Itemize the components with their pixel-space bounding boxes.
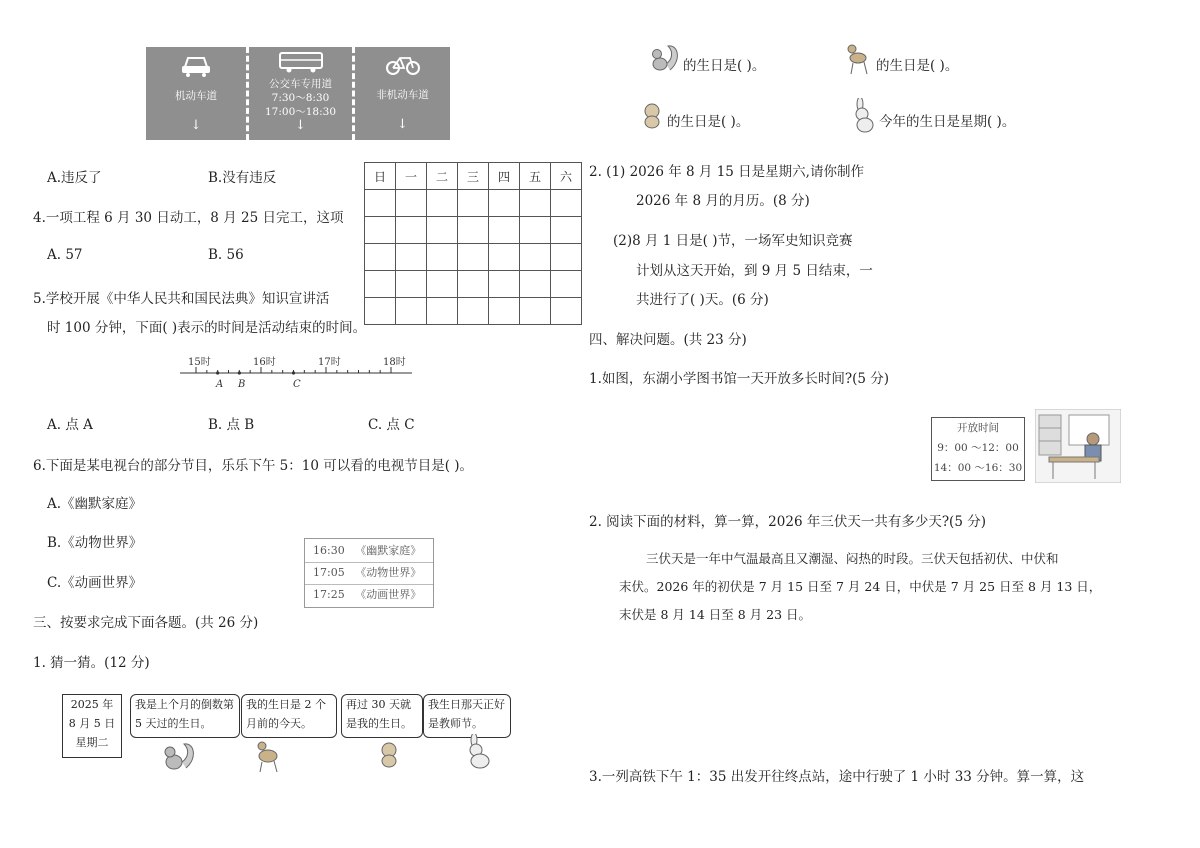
- q3-option-b: B.没有违反: [208, 170, 277, 186]
- calendar-day-cell[interactable]: [551, 271, 582, 298]
- calendar-day-cell[interactable]: [365, 244, 396, 271]
- calendar-day-cell[interactable]: [396, 217, 427, 244]
- problem-1: 1.如图，东湖小学图书馆一天开放多长时间?(5 分): [589, 371, 890, 387]
- calendar-day-cell[interactable]: [520, 298, 551, 325]
- q6-text: 6.下面是某电视台的部分节目，乐乐下午 5：10 可以看的电视节目是( )。: [33, 458, 474, 474]
- weekday-header: 三: [458, 163, 489, 190]
- weekday-blank: 今年的生日是星期( )。: [879, 114, 1016, 130]
- q4-text: 4.一项工程 6 月 30 日动工，8 月 25 日完工，这项: [33, 210, 344, 226]
- tick-label: 17时: [318, 357, 341, 368]
- weekday-header: 四: [489, 163, 520, 190]
- tv-row: 17:05 《动物世界》: [313, 566, 422, 579]
- deer-icon: [842, 40, 874, 76]
- tick-label: 18时: [383, 357, 406, 368]
- calendar-day-cell[interactable]: [458, 244, 489, 271]
- birthday-blank-1: 的生日是( )。: [683, 58, 766, 74]
- point-b: [238, 371, 241, 374]
- point-c: [292, 371, 295, 374]
- calendar-day-cell[interactable]: [551, 244, 582, 271]
- calendar-day-cell[interactable]: [365, 298, 396, 325]
- speech-bubble: 我的生日是 2 个月前的今天。: [241, 694, 337, 738]
- calendar-day-cell[interactable]: [551, 217, 582, 244]
- arrow-down-icon: ↓: [295, 118, 306, 133]
- calendar-day-cell[interactable]: [396, 271, 427, 298]
- speech-bubble: 我是上个月的倒数第 5 天过的生日。: [130, 694, 240, 738]
- problem-2: 2. 阅读下面的材料，算一算，2026 年三伏天一共有多少天?(5 分): [589, 514, 986, 530]
- date-day: 8 月 5 日: [68, 717, 116, 730]
- weekday-header: 二: [427, 163, 458, 190]
- calendar-day-cell[interactable]: [489, 271, 520, 298]
- bus-lane-time-2: 17:00～18:30: [264, 106, 337, 118]
- q5-option-a: A. 点 A: [47, 417, 93, 433]
- library-reading-illustration: [1035, 409, 1121, 483]
- date-year: 2025 年: [70, 698, 114, 711]
- calendar-day-cell[interactable]: [427, 271, 458, 298]
- calendar-day-cell[interactable]: [458, 217, 489, 244]
- calendar-header-row: [365, 163, 582, 190]
- calendar-week-row: [365, 271, 582, 298]
- non-motor-lane: [355, 47, 450, 140]
- section3-title: 三、按要求完成下面各题。(共 26 分): [33, 615, 259, 631]
- road-sign: [146, 47, 450, 140]
- weekday-header: 五: [520, 163, 551, 190]
- bus-lane-title: 公交车专用道: [269, 78, 332, 90]
- calendar-week-row: [365, 298, 582, 325]
- birthday-blank-2: 的生日是( )。: [876, 58, 959, 74]
- weekday-header: 日: [365, 163, 396, 190]
- point-label: A: [216, 379, 224, 390]
- q5-option-b: B. 点 B: [208, 417, 255, 433]
- q4-option-a: A. 57: [47, 247, 83, 263]
- time-number-line: [176, 355, 416, 395]
- calendar-grid: [364, 162, 582, 325]
- calendar-day-cell[interactable]: [427, 190, 458, 217]
- bear-icon: [374, 738, 404, 768]
- speech-bubble: 再过 30 天就是我的生日。: [341, 694, 423, 738]
- non-motor-lane-label: 非机动车道: [376, 89, 429, 101]
- calendar-day-cell[interactable]: [458, 190, 489, 217]
- calendar-day-cell[interactable]: [427, 217, 458, 244]
- squirrel-icon: [648, 42, 680, 76]
- point-label: C: [293, 379, 301, 390]
- motor-lane: [146, 47, 246, 140]
- section3-q1: 1. 猜一猜。(12 分): [33, 655, 150, 671]
- calendar-day-cell[interactable]: [489, 190, 520, 217]
- opening-hours-morning: 9：00 ～12：00: [937, 442, 1019, 454]
- q3-option-a: A.违反了: [47, 170, 102, 186]
- section4-title: 四、解决问题。(共 23 分): [589, 332, 747, 348]
- tick-label: 15时: [188, 357, 211, 368]
- weekday-header: 一: [396, 163, 427, 190]
- calendar-week-row: [365, 217, 582, 244]
- q5-option-c: C. 点 C: [368, 417, 415, 433]
- q2-2-line-1: (2)8 月 1 日是( )节，一场军史知识竞赛: [613, 233, 853, 249]
- date-box: [62, 694, 122, 758]
- bicycle-icon: [385, 52, 421, 76]
- opening-hours-afternoon: 14：00 ～16：30: [933, 462, 1023, 474]
- q2-2-line-2: 计划从这天开始，到 9 月 5 日结束，一: [636, 263, 873, 279]
- rabbit-icon: [848, 98, 878, 134]
- q5-line-1: 5.学校开展《中华人民共和国民法典》知识宣讲活: [33, 291, 330, 307]
- q5-line-2: 时 100 分钟，下面( )表示的时间是活动结束的时间。: [47, 320, 367, 336]
- weekday-header: 六: [551, 163, 582, 190]
- calendar-week-row: [365, 244, 582, 271]
- calendar-day-cell[interactable]: [396, 244, 427, 271]
- tick-label: 16时: [253, 357, 276, 368]
- arrow-down-icon: ↓: [397, 117, 408, 132]
- rabbit-icon: [460, 734, 496, 770]
- opening-hours-box: [931, 417, 1025, 481]
- calendar-day-cell[interactable]: [489, 217, 520, 244]
- point-a: [216, 371, 219, 374]
- tv-row: 17:25 《动画世界》: [313, 588, 422, 601]
- bus-lane: [249, 47, 352, 140]
- calendar-day-cell[interactable]: [396, 190, 427, 217]
- problem-3: 3.一列高铁下午 1：35 出发开往终点站，途中行驶了 1 小时 33 分钟。算一算，这: [589, 769, 1085, 785]
- calendar-day-cell[interactable]: [458, 271, 489, 298]
- calendar-day-cell[interactable]: [489, 244, 520, 271]
- q2-2-line-3: 共进行了( )天。(6 分): [636, 292, 769, 308]
- deer-icon: [250, 736, 286, 774]
- calendar-day-cell[interactable]: [365, 217, 396, 244]
- q6-option-c: C.《动画世界》: [47, 575, 143, 591]
- calendar-day-cell[interactable]: [551, 298, 582, 325]
- calendar-day-cell[interactable]: [365, 190, 396, 217]
- calendar-day-cell[interactable]: [396, 298, 427, 325]
- opening-hours-title: 开放时间: [957, 422, 999, 434]
- bus-icon: [278, 51, 324, 73]
- tv-row: 16:30 《幽默家庭》: [313, 544, 422, 557]
- bear-icon: [638, 100, 666, 130]
- calendar-day-cell[interactable]: [520, 217, 551, 244]
- calendar-week-row: [365, 190, 582, 217]
- calendar-day-cell[interactable]: [520, 271, 551, 298]
- calendar-day-cell[interactable]: [365, 271, 396, 298]
- calendar-day-cell[interactable]: [427, 244, 458, 271]
- birthday-blank-3: 的生日是( )。: [667, 114, 750, 130]
- car-icon: [179, 53, 213, 77]
- calendar-day-cell[interactable]: [489, 298, 520, 325]
- calendar-day-cell[interactable]: [458, 298, 489, 325]
- calendar-day-cell[interactable]: [427, 298, 458, 325]
- q4-option-b: B. 56: [208, 247, 244, 263]
- q6-option-b: B.《动物世界》: [47, 535, 143, 551]
- q6-option-a: A.《幽默家庭》: [47, 496, 143, 512]
- calendar-day-cell[interactable]: [520, 244, 551, 271]
- motor-lane-label: 机动车道: [175, 90, 217, 102]
- problem-2-material-line-1: 三伏天是一年中气温最高且又潮湿、闷热的时段。三伏天包括初伏、中伏和: [646, 551, 1059, 566]
- tv-schedule-box: [304, 538, 434, 608]
- speech-bubble: 我生日那天正好是教师节。: [423, 694, 511, 738]
- arrow-down-icon: ↓: [190, 118, 202, 133]
- bus-lane-time-1: 7:30～8:30: [271, 92, 330, 104]
- q2-1-line-1: 2. (1) 2026 年 8 月 15 日是星期六,请你制作: [589, 164, 864, 180]
- problem-2-material-line-3: 末伏是 8 月 14 日至 8 月 23 日。: [619, 607, 812, 622]
- calendar-day-cell[interactable]: [520, 190, 551, 217]
- q2-1-line-2: 2026 年 8 月的月历。(8 分): [636, 193, 810, 209]
- date-weekday: 星期二: [75, 736, 109, 749]
- squirrel-icon: [158, 738, 198, 774]
- point-label: B: [238, 379, 246, 390]
- calendar-day-cell[interactable]: [551, 190, 582, 217]
- problem-2-material-line-2: 末伏。2026 年的初伏是 7 月 15 日至 7 月 24 日，中伏是 7 月 25 日至 8 月 13 日，: [619, 579, 1102, 594]
